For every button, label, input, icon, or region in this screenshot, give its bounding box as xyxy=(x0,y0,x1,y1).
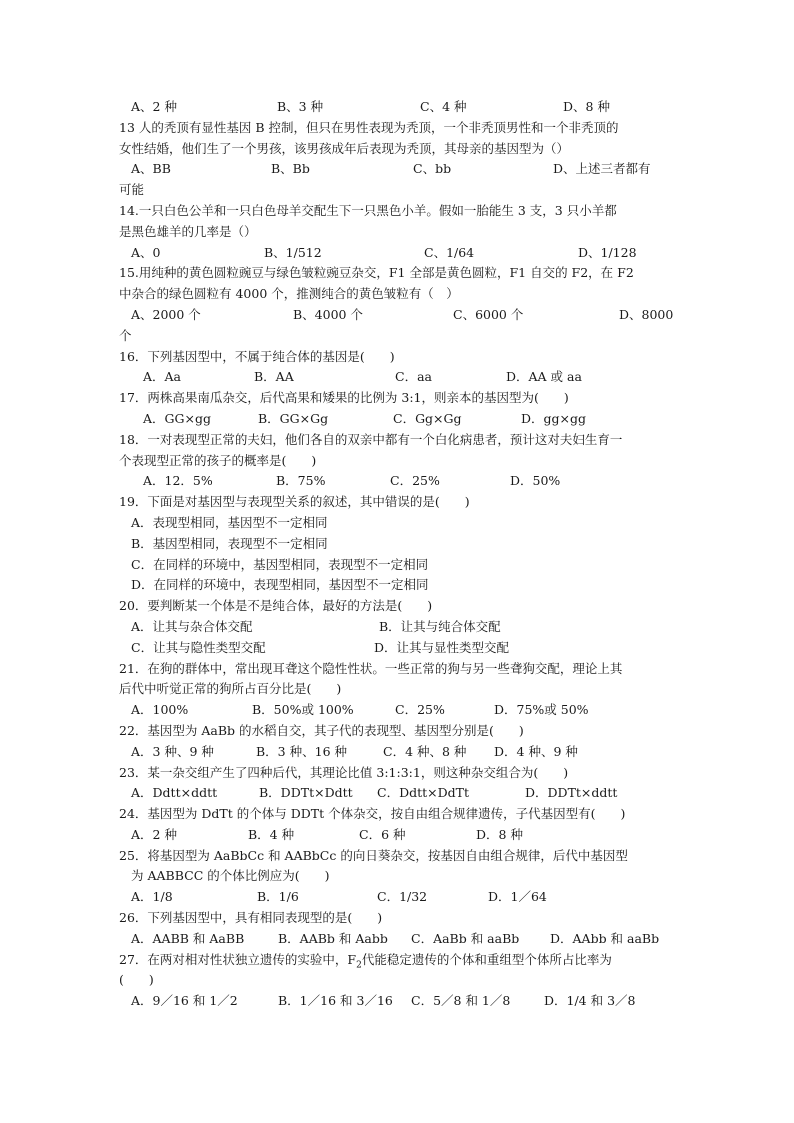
q26-option-c: C．AaBb 和 aaBb xyxy=(411,930,520,946)
q23-option-d: D．DDTt×ddtt xyxy=(525,785,618,801)
q14-stem-line1: 14.一只白色公羊和一只白色母羊交配生下一只黑色小羊。假如一胎能生 3 支，3 只小羊都 xyxy=(119,202,617,218)
q19-option-c: C．在同样的环境中，基因型相同，表现型不一定相同 xyxy=(131,556,429,572)
q20-option-d: D．让其与显性类型交配 xyxy=(374,639,510,655)
q25-option-a: A．1/8 xyxy=(131,889,173,905)
q21-option-c: C．25% xyxy=(395,702,445,718)
q14-option-b: B、1/512 xyxy=(264,244,322,260)
q22-option-b: B．3 种、16 种 xyxy=(256,743,347,759)
q18-options xyxy=(119,471,679,492)
q25-option-d: D．1／64 xyxy=(488,889,547,905)
q18-option-c: C．25% xyxy=(390,473,440,489)
q26-option-b: B．AABb 和 Aabb xyxy=(278,930,388,946)
q12-option-d: D、8 种 xyxy=(563,99,610,114)
q18-stem-line2: 个表现型正常的孩子的概率是( ) xyxy=(119,452,317,468)
q13-option-c: C、bb xyxy=(413,161,452,177)
q27-option-c: C．5／8 和 1／8 xyxy=(411,993,511,1009)
q12-option-b: B、3 种 xyxy=(277,99,324,114)
q20-stem: 20．要判断某一个体是不是纯合体，最好的方法是( ) xyxy=(119,598,433,614)
q23-option-c: C．Ddtt×DdTt xyxy=(377,785,469,801)
q23-option-b: B．DDTt×Ddtt xyxy=(259,785,353,801)
q27-stem-sub: 2 xyxy=(356,960,362,971)
q23-stem: 23．某一杂交组产生了四种后代，其理论比值 3:1:3:1，则这种杂交组合为( ) xyxy=(119,764,569,780)
q15-option-d: D、8000 xyxy=(619,306,674,322)
q16-option-c: C．aa xyxy=(395,369,432,385)
q13-option-b: B、Bb xyxy=(271,161,310,177)
q25-stem-line2: 为 AABBCC 的个体比例应为( ) xyxy=(131,868,330,884)
q15-option-d-cont: 个 xyxy=(119,327,132,343)
q20-options-row2 xyxy=(119,638,679,659)
q15-option-b: B、4000 个 xyxy=(293,306,363,322)
q16-stem: 16．下列基因型中，不属于纯合体的基因是( ) xyxy=(119,348,395,364)
q21-options xyxy=(119,700,679,721)
q23-option-a: A．Ddtt×ddtt xyxy=(131,785,218,801)
q16-option-b: B．AA xyxy=(254,369,294,385)
q16-option-a: A．Aa xyxy=(143,369,182,385)
q12-option-c: C、4 种 xyxy=(420,99,467,114)
q22-stem: 22．基因型为 AaBb 的水稻自交，其子代的表现型、基因型分别是( ) xyxy=(119,722,524,738)
q21-stem-line1: 21．在狗的群体中，常出现耳聋这个隐性性状。一些正常的狗与另一些聋狗交配，理论上其 xyxy=(119,660,623,676)
q12-options xyxy=(119,97,679,118)
q15-option-c: C、6000 个 xyxy=(453,306,524,322)
q27-stem-a: 27．在两对相对性状独立遗传的实验中，F xyxy=(119,951,357,967)
q26-option-a: A．AABB 和 AaBB xyxy=(131,930,245,946)
q24-option-b: B．4 种 xyxy=(248,826,295,842)
q19-option-b: B．基因型相同，表现型不一定相同 xyxy=(131,535,328,551)
q14-option-c: C、1/64 xyxy=(424,244,475,260)
q16-option-d: D．AA 或 aa xyxy=(506,369,582,385)
q15-option-a: A、2000 个 xyxy=(131,306,201,322)
q20-option-a: A．让其与杂合体交配 xyxy=(131,618,253,634)
q14-stem-line2: 是黑色雄羊的几率是（） xyxy=(119,223,257,239)
q18-stem-line1: 18．一对表现型正常的夫妇，他们各自的双亲中都有一个白化病患者，预计这对夫妇生育一 xyxy=(119,431,623,447)
q13-option-d-cont: 可能 xyxy=(119,182,145,198)
q19-option-a: A．表现型相同，基因型不一定相同 xyxy=(131,514,328,530)
q14-option-d: D、1/128 xyxy=(578,244,637,260)
q24-options xyxy=(119,825,679,846)
q21-option-d: D．75%或 50% xyxy=(494,702,589,718)
q25-stem-line1: 25．将基因型为 AaBbCc 和 AABbCc 的向日葵杂交，按基因自由组合规律，后代中基因型 xyxy=(119,847,628,863)
q21-stem-line2: 后代中听觉正常的狗所占百分比是( ) xyxy=(119,681,342,697)
q27-option-b: B．1／16 和 3／16 xyxy=(278,993,393,1009)
q27-options xyxy=(119,991,679,1012)
q17-options xyxy=(119,409,679,430)
q14-options xyxy=(119,243,679,264)
q27-stem-line2: ( ) xyxy=(119,972,154,988)
q15-options xyxy=(119,305,679,326)
q21-option-a: A．100% xyxy=(131,702,189,718)
q26-options xyxy=(119,929,679,950)
q17-option-c: C．Gg×Gg xyxy=(393,410,462,426)
q13-stem-line1: 13 人的秃顶有显性基因 B 控制，但只在男性表现为秃顶，一个非秃顶男性和一个非秃顶的 xyxy=(119,119,619,135)
q18-option-d: D．50% xyxy=(510,473,561,489)
q24-option-d: D．8 种 xyxy=(476,826,523,842)
q22-options xyxy=(119,742,679,763)
q13-option-a: A、BB xyxy=(131,161,171,177)
q17-option-d: D．gg×gg xyxy=(521,410,587,426)
q27-stem-b: 代能稳定遗传的个体和重组型个体所占比率为 xyxy=(361,951,612,967)
q19-stem: 19．下面是对基因型与表现型关系的叙述，其中错误的是( ) xyxy=(119,494,470,510)
q20-option-c: C．让其与隐性类型交配 xyxy=(131,639,266,655)
q17-option-a: A．GG×gg xyxy=(143,410,211,426)
q17-option-b: B．GG×Gg xyxy=(258,410,329,426)
q13-stem-line2: 女性结婚，他们生了一个男孩，该男孩成年后表现为秃顶，其母亲的基因型为（） xyxy=(119,140,570,156)
q27-option-a: A．9／16 和 1／2 xyxy=(131,993,238,1009)
q15-stem-line1: 15.用纯种的黄色圆粒豌豆与绿色皱粒豌豆杂交，F1 全部是黄色圆粒，F1 自交的 F2，在 F2 xyxy=(119,265,634,281)
q22-option-a: A．3 种、9 种 xyxy=(131,743,214,759)
question-list xyxy=(119,97,679,1012)
q20-option-b: B．让其与纯合体交配 xyxy=(379,618,501,634)
q27-stem-line1 xyxy=(119,950,679,971)
q26-option-d: D．AAbb 和 aaBb xyxy=(550,930,660,946)
q12-option-a: A、2 种 xyxy=(131,99,177,114)
q18-option-b: B．75% xyxy=(276,473,326,489)
q17-stem: 17．两株高果南瓜杂交，后代高果和矮果的比例为 3:1，则亲本的基因型为( ) xyxy=(119,390,569,406)
q20-options-row1 xyxy=(119,617,679,638)
q19-option-d: D．在同样的环境中，表现型相同，基因型不一定相同 xyxy=(131,577,429,593)
q25-option-b: B．1/6 xyxy=(257,889,299,905)
q18-option-a: A．12．5% xyxy=(143,473,213,489)
q26-stem: 26．下列基因型中，具有相同表现型的是( ) xyxy=(119,910,383,926)
q25-options xyxy=(119,887,679,908)
q25-option-c: C．1/32 xyxy=(377,889,428,905)
q21-option-b: B．50%或 100% xyxy=(252,702,354,718)
q22-option-d: D．4 种、9 种 xyxy=(494,743,578,759)
q15-stem-line2: 中杂合的绿色圆粒有 4000 个，推测纯合的黄色皱粒有（ ） xyxy=(119,286,459,302)
q24-option-c: C．6 种 xyxy=(359,826,406,842)
q24-stem: 24．基因型为 DdTt 的个体与 DDTt 个体杂交，按自由组合规律遗传，子代基因型有( ) xyxy=(119,806,626,822)
q24-option-a: A．2 种 xyxy=(131,826,177,842)
q27-option-d: D．1/4 和 3／8 xyxy=(544,993,636,1009)
q23-options xyxy=(119,783,679,804)
q13-option-d: D、上述三者都有 xyxy=(553,161,651,177)
q14-option-a: A、0 xyxy=(131,244,161,260)
q16-options xyxy=(119,367,679,388)
q22-option-c: C．4 种、8 种 xyxy=(383,743,467,759)
q13-options xyxy=(119,159,679,180)
